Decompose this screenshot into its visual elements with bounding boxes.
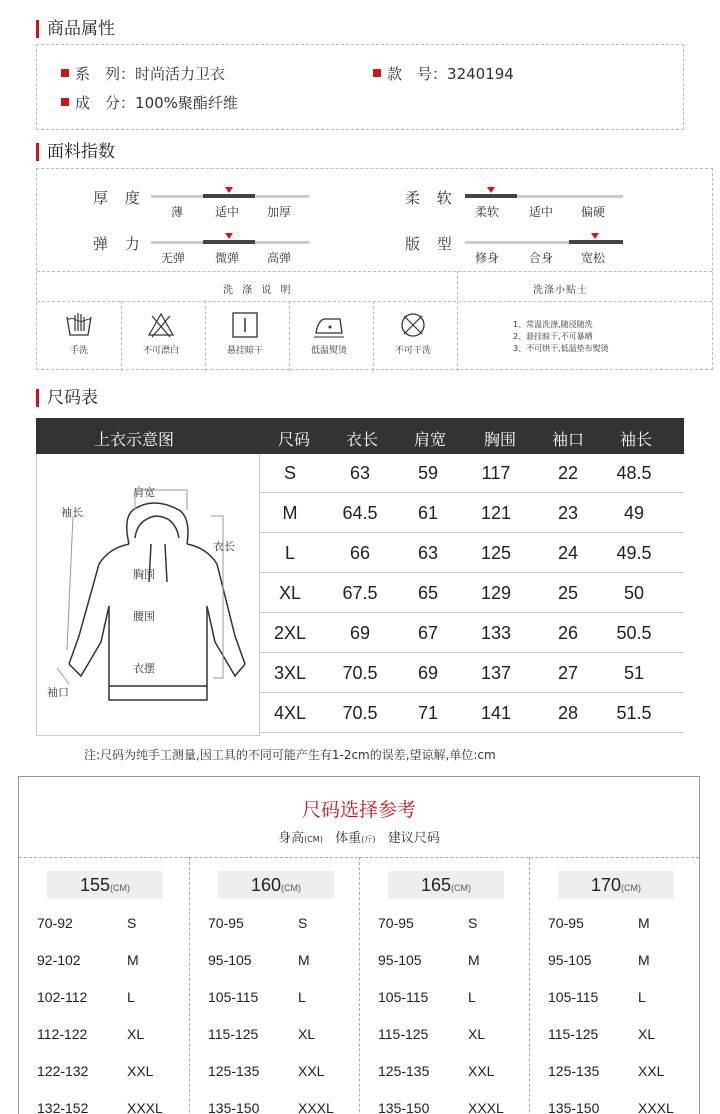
elasticity-scale [151,221,309,265]
height-box [558,871,674,899]
reference-size: XL [638,1026,656,1042]
size-reference-box [18,776,700,1114]
scale-option: 合身 [529,251,554,265]
attr-style-value: 3240194 [447,65,514,83]
section-title-attributes: 商品属性 [36,20,115,38]
hoodie-diagram [36,454,260,736]
size-cell: 137 [480,663,512,683]
label-length: 衣长 [213,540,235,553]
reference-size: XXL [298,1063,325,1079]
scale-option: 柔软 [475,205,500,219]
size-cell: 117 [481,463,511,483]
reference-size: S [127,915,137,931]
scale-option: 宽松 [581,251,606,265]
low-iron-icon [312,311,346,339]
height-box [218,871,334,899]
size-cell: 121 [480,503,512,523]
reference-size: XXXL [468,1100,504,1114]
scale-option: 加厚 [267,205,292,219]
size-cell: 27 [557,663,579,683]
reference-size: L [638,989,646,1005]
bullet-square-icon [373,69,381,77]
thickness-scale [151,175,309,219]
wash-item-no-dry-clean [373,311,453,356]
col-header: 衣长 [346,430,379,449]
reference-size: XXL [127,1063,154,1079]
reference-weight: 115-125 [548,1026,599,1042]
height-value: 170 [590,875,622,895]
section-title-size-chart: 尺码表 [36,389,98,407]
reference-weight: 102-112 [37,989,88,1005]
size-row [260,614,684,653]
size-cell: 70.5 [342,663,378,683]
size-cell: 64.5 [342,503,378,523]
wash-tip: 3、不可烘干,低温垫布熨烫 [513,344,609,353]
reference-size: XXXL [638,1100,674,1114]
scale-option: 修身 [475,251,500,265]
wash-label: 不可干洗 [394,346,431,356]
height-value: 155 [79,875,111,895]
size-row [260,574,684,613]
col-header: 尺码 [278,430,311,449]
label-waist: 腰围 [133,610,155,623]
height-unit: (CM) [110,883,131,893]
wash-item-no-bleach [121,311,201,356]
size-cell: XL [278,583,302,603]
height-value: 160 [250,875,282,895]
reference-size: XXXL [127,1100,163,1114]
fabric-label-elasticity: 弹 力 [93,235,146,253]
size-cell: L [284,543,296,563]
reference-size: S [468,915,478,931]
reference-size: XXXL [298,1100,334,1114]
softness-scale [465,175,623,219]
reference-weight: 105-115 [548,989,599,1005]
reference-weight: 125-135 [378,1063,430,1079]
selected-marker-icon [225,233,233,239]
reference-weight: 112-122 [37,1026,88,1042]
size-cell: 50.5 [616,623,652,643]
size-cell: 49.5 [616,543,652,563]
wash-label: 手洗 [69,346,88,356]
size-cell: 28 [557,703,579,723]
reference-weight: 105-115 [208,989,259,1005]
reference-size: XL [298,1026,316,1042]
reference-weight: 135-150 [378,1100,430,1114]
fit-scale [465,221,623,265]
height-unit: (CM) [451,883,472,893]
attr-series-label: 系 列 [75,65,121,83]
size-cell: 51.5 [616,703,652,723]
label-shoulder: 肩宽 [133,486,155,499]
wash-item-hand-wash [39,311,119,356]
reference-weight: 115-125 [208,1026,259,1042]
label-chest: 胸围 [133,568,155,581]
sub-height-unit: (CM) [304,835,323,844]
reference-weight: 95-105 [548,952,592,968]
bullet-square-icon [61,69,69,77]
attr-material-value: 100%聚酯纤维 [135,94,238,112]
selected-marker-icon [591,233,599,239]
size-cell: 125 [480,543,512,563]
section-title-fabric: 面料指数 [36,143,115,161]
reference-size: L [298,989,306,1005]
attr-material-label: 成 分 [75,94,121,112]
wash-header: 洗 涤 说 明 [223,285,294,296]
size-cell: 3XL [273,663,307,683]
attr-series: 系 列：时尚活力卫衣 [61,63,225,84]
size-cell: 26 [557,623,579,643]
reference-weight: 70-95 [208,915,244,931]
size-cell: 69 [349,623,371,643]
label-cuff: 袖口 [47,686,69,699]
bullet-square-icon [61,98,69,106]
scale-option: 无弹 [161,251,186,265]
reference-size: M [298,952,310,968]
size-row [260,534,684,573]
size-cell: 2XL [273,623,307,643]
size-cell: 65 [417,583,439,603]
reference-weight: 70-92 [37,915,73,931]
col-header: 胸围 [484,430,517,449]
size-cell: 59 [417,463,439,483]
scale-option: 微弹 [215,251,240,265]
size-cell: 67.5 [342,583,378,603]
reference-size: XXL [468,1063,495,1079]
size-cell: 51 [623,663,645,683]
height-unit: (CM) [281,883,302,893]
attr-style-no: 款 号：3240194 [373,63,514,84]
height-value: 165 [420,875,452,895]
wash-item-hang-dry [205,311,285,356]
size-cell: 50 [623,583,645,603]
size-cell: 22 [557,463,579,483]
size-cell: 69 [417,663,439,683]
size-row [260,454,684,493]
size-cell: M [282,503,298,523]
reference-weight: 122-132 [37,1063,89,1079]
reference-weight: 135-150 [208,1100,260,1114]
size-cell: 71 [417,703,439,723]
sub-size: 建议尺码 [387,831,440,846]
attributes-box [36,44,684,130]
reference-column [189,857,359,1114]
fabric-label-softness: 柔 软 [405,189,458,207]
reference-size: M [638,915,650,931]
size-cell: 49 [623,503,645,523]
size-table-header [36,418,684,454]
size-cell: 129 [480,583,512,603]
col-header: 袖口 [552,430,585,449]
sub-height: 身高 [278,831,305,846]
sub-weight-unit: (斤) [361,835,376,844]
size-cell: 4XL [273,703,307,723]
reference-weight: 125-135 [548,1063,600,1079]
scale-option: 高弹 [267,251,292,265]
size-cell: 66 [349,543,371,563]
reference-column [19,857,189,1114]
reference-column [529,857,699,1114]
selected-marker-icon [225,187,233,193]
size-cell: 63 [417,543,439,563]
attr-series-value: 时尚活力卫衣 [135,65,226,83]
size-row [260,654,684,693]
reference-weight: 95-105 [378,952,422,968]
hang-dry-icon [230,311,260,339]
reference-size: L [468,989,476,1005]
wash-tip: 1、常温洗涤,随浸随洗 [513,320,593,329]
reference-subtitle [19,827,699,846]
size-note: 注:尺码为纯手工测量,因工具的不同可能产生有1-2cm的误差,望谅解,单位:cm [84,748,496,762]
size-cell: 141 [480,703,512,723]
height-unit: (CM) [621,883,642,893]
wash-label: 悬挂晾干 [226,346,263,356]
reference-size: S [298,915,308,931]
wash-tips-header: 洗涤小贴士 [533,285,588,296]
reference-weight: 92-102 [37,952,81,968]
size-cell: 133 [480,623,512,643]
no-dry-clean-icon [398,311,428,339]
selected-marker-icon [487,187,495,193]
wash-item-low-iron [289,311,369,356]
size-cell: 70.5 [342,703,378,723]
no-bleach-icon [146,311,176,339]
hand-wash-icon [64,311,94,339]
size-cell: 61 [417,503,439,523]
size-row [260,694,684,733]
label-sleeve: 袖长 [61,506,83,519]
size-row [260,494,684,533]
wash-tip: 2、悬挂晾干,不可暴晒 [513,332,593,341]
reference-weight: 135-150 [548,1100,600,1114]
label-hem: 衣摆 [133,662,155,675]
size-cell: 48.5 [616,463,652,483]
diagram-title: 上衣示意图 [94,430,175,449]
attr-style-label: 款 号 [387,65,433,83]
size-cell: 63 [349,463,371,483]
col-header: 袖长 [620,430,653,449]
reference-weight: 115-125 [378,1026,429,1042]
reference-weight: 132-152 [37,1100,89,1114]
reference-size: XL [468,1026,486,1042]
wash-label: 低温熨烫 [310,346,347,356]
reference-size: L [127,989,135,1005]
scale-option: 薄 [171,205,184,219]
scale-option: 偏硬 [581,205,606,219]
attr-material: 成 分：100%聚酯纤维 [61,92,238,113]
reference-weight: 70-95 [378,915,414,931]
reference-size: M [638,952,650,968]
reference-size: XL [127,1026,145,1042]
reference-column [359,857,529,1114]
col-header: 肩宽 [414,430,447,449]
size-cell: 67 [417,623,439,643]
reference-weight: 70-95 [548,915,584,931]
fabric-box [36,168,713,370]
reference-weight: 95-105 [208,952,252,968]
size-cell: 24 [557,543,579,563]
reference-size: M [127,952,139,968]
reference-size: M [468,952,480,968]
scale-option: 适中 [529,205,554,219]
height-box [388,871,504,899]
size-cell: 25 [557,583,579,603]
size-cell: 23 [557,503,579,523]
wash-label: 不可漂白 [142,346,179,356]
height-box [47,871,163,899]
fabric-label-thickness: 厚 度 [93,189,146,207]
fabric-label-fit: 版 型 [405,235,458,253]
reference-weight: 125-135 [208,1063,260,1079]
wash-tips [513,319,609,355]
sub-weight: 体重 [335,831,362,846]
size-cell: S [283,463,297,483]
reference-size: XXL [638,1063,665,1079]
scale-option: 适中 [215,205,240,219]
reference-title: 尺码选择参考 [301,799,416,821]
reference-weight: 105-115 [378,989,429,1005]
